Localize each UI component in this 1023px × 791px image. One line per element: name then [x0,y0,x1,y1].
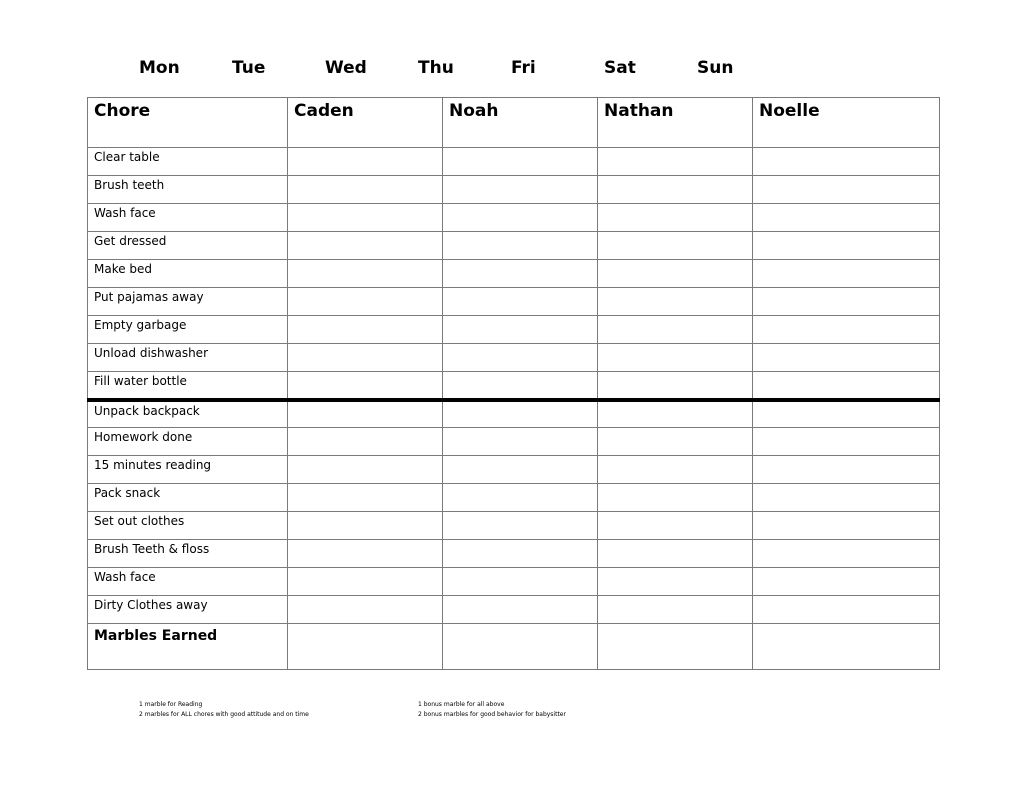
kid-column-header-noelle: Noelle [753,98,940,148]
checkbox-cell[interactable] [598,344,753,372]
checkbox-cell[interactable] [753,260,940,288]
checkbox-cell[interactable] [288,456,443,484]
table-row [88,428,940,456]
chore-label: Brush Teeth & floss [88,540,288,568]
checkbox-cell[interactable] [598,568,753,596]
checkbox-cell[interactable] [753,400,940,428]
checkbox-cell[interactable] [288,176,443,204]
checkbox-cell[interactable] [753,372,940,400]
checkbox-cell[interactable] [288,204,443,232]
table-row [88,484,940,512]
checkbox-cell[interactable] [443,596,598,624]
weekday-header [0,58,1023,80]
checkbox-cell[interactable] [443,568,598,596]
checkbox-cell[interactable] [598,484,753,512]
checkbox-cell[interactable] [598,596,753,624]
checkbox-cell[interactable] [598,512,753,540]
checkbox-cell[interactable] [288,372,443,400]
checkbox-cell[interactable] [598,372,753,400]
checkbox-cell[interactable] [598,288,753,316]
checkbox-cell[interactable] [443,456,598,484]
table-row [88,148,940,176]
checkbox-cell[interactable] [753,288,940,316]
marbles-cell[interactable] [753,624,940,670]
day-label: Tue [232,58,266,78]
checkbox-cell[interactable] [598,316,753,344]
checkbox-cell[interactable] [598,400,753,428]
checkbox-cell[interactable] [443,176,598,204]
chore-label: Clear table [88,148,288,176]
day-label: Wed [325,58,367,78]
note-line: 1 marble for Reading [139,701,203,708]
table-row [88,540,940,568]
chore-label: Wash face [88,204,288,232]
chore-column-header: Chore [88,98,288,148]
note-line: 2 bonus marbles for good behavior for babysitter [418,711,566,718]
day-label: Sat [604,58,636,78]
day-label: Mon [139,58,180,78]
checkbox-cell[interactable] [598,428,753,456]
checkbox-cell[interactable] [753,344,940,372]
checkbox-cell[interactable] [753,204,940,232]
table-row [88,260,940,288]
checkbox-cell[interactable] [288,540,443,568]
chore-label: 15 minutes reading [88,456,288,484]
checkbox-cell[interactable] [443,288,598,316]
marbles-cell[interactable] [598,624,753,670]
checkbox-cell[interactable] [288,400,443,428]
kid-column-header-nathan: Nathan [598,98,753,148]
checkbox-cell[interactable] [598,204,753,232]
table-header-row [88,98,940,148]
checkbox-cell[interactable] [753,540,940,568]
checkbox-cell[interactable] [598,176,753,204]
kid-column-header-noah: Noah [443,98,598,148]
chore-label: Fill water bottle [88,372,288,400]
day-label: Fri [511,58,536,78]
checkbox-cell[interactable] [288,568,443,596]
marbles-earned-row [88,624,940,670]
chore-label: Dirty Clothes away [88,596,288,624]
checkbox-cell[interactable] [753,232,940,260]
checkbox-cell[interactable] [443,232,598,260]
checkbox-cell[interactable] [753,512,940,540]
checkbox-cell[interactable] [753,456,940,484]
table-row [88,232,940,260]
chore-label: Homework done [88,428,288,456]
marbles-cell[interactable] [288,624,443,670]
checkbox-cell[interactable] [288,484,443,512]
checkbox-cell[interactable] [753,316,940,344]
checkbox-cell[interactable] [443,260,598,288]
note-line: 1 bonus marble for all above [418,701,505,708]
checkbox-cell[interactable] [288,316,443,344]
checkbox-cell[interactable] [443,204,598,232]
marbles-cell[interactable] [443,624,598,670]
table-row [88,344,940,372]
table-row [88,204,940,232]
checkbox-cell[interactable] [443,316,598,344]
checkbox-cell[interactable] [598,148,753,176]
checkbox-cell[interactable] [753,596,940,624]
checkbox-cell[interactable] [443,372,598,400]
chore-label: Unpack backpack [88,400,288,428]
table-row [88,512,940,540]
checkbox-cell[interactable] [753,484,940,512]
checkbox-cell[interactable] [288,596,443,624]
table-row [88,568,940,596]
table-row [88,316,940,344]
checkbox-cell[interactable] [288,344,443,372]
checkbox-cell[interactable] [443,400,598,428]
checkbox-cell[interactable] [598,456,753,484]
table-row [88,400,940,428]
chore-label: Empty garbage [88,316,288,344]
chore-label: Wash face [88,568,288,596]
table-row [88,596,940,624]
checkbox-cell[interactable] [288,260,443,288]
checkbox-cell[interactable] [443,148,598,176]
kid-column-header-caden: Caden [288,98,443,148]
chore-label: Pack snack [88,484,288,512]
checkbox-cell[interactable] [443,484,598,512]
chore-label: Get dressed [88,232,288,260]
checkbox-cell[interactable] [598,260,753,288]
checkbox-cell[interactable] [598,540,753,568]
chore-label: Put pajamas away [88,288,288,316]
checkbox-cell[interactable] [288,232,443,260]
chore-label: Brush teeth [88,176,288,204]
checkbox-cell[interactable] [288,428,443,456]
checkbox-cell[interactable] [443,540,598,568]
checkbox-cell[interactable] [753,568,940,596]
day-label: Sun [697,58,734,78]
checkbox-cell[interactable] [443,344,598,372]
note-line: 2 marbles for ALL chores with good attitude and on time [139,711,309,718]
reward-notes-left [139,700,309,720]
chore-label: Set out clothes [88,512,288,540]
checkbox-cell[interactable] [443,428,598,456]
table-row [88,456,940,484]
checkbox-cell[interactable] [288,288,443,316]
day-label: Thu [418,58,454,78]
marbles-earned-label: Marbles Earned [88,624,288,670]
checkbox-cell[interactable] [288,512,443,540]
table-row [88,372,940,400]
chore-chart-table [87,97,940,670]
checkbox-cell[interactable] [753,428,940,456]
table-row [88,288,940,316]
checkbox-cell[interactable] [598,232,753,260]
checkbox-cell[interactable] [443,512,598,540]
table-row [88,176,940,204]
checkbox-cell[interactable] [288,148,443,176]
checkbox-cell[interactable] [753,148,940,176]
reward-notes-right [418,700,566,720]
chore-label: Unload dishwasher [88,344,288,372]
chore-label: Make bed [88,260,288,288]
checkbox-cell[interactable] [753,176,940,204]
